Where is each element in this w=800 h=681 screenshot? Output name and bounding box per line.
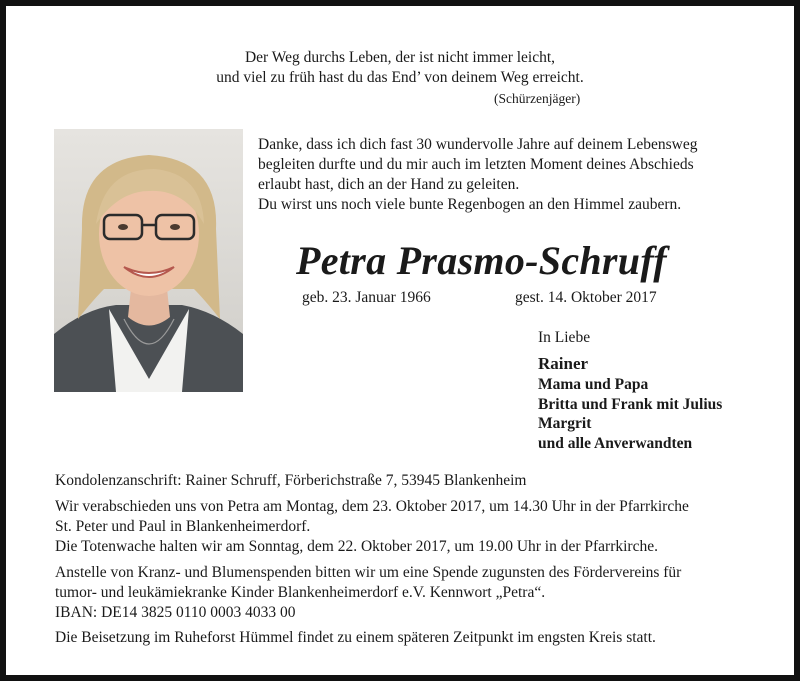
mourners-intro: In Liebe (538, 329, 591, 346)
portrait-photo (54, 129, 243, 392)
death-date: gest. 14. Oktober 2017 (515, 289, 657, 306)
mourner-name: Rainer (538, 354, 589, 373)
donation-line-1: Anstelle von Kranz- und Blumenspenden bitten wir um eine Spende zugunsten des Fördervereins für (55, 564, 682, 581)
quote-line-1: Der Weg durchs Leben, der ist nicht immer leicht, (244, 49, 556, 66)
donation-line-2: tumor- und leukämiekranke Kinder Blankenheimerdorf e.V. Kennwort „Petra“. (55, 584, 546, 601)
message-line-2: begleiten durfte und du mir auch im letzten Moment deines Abschieds (258, 156, 694, 173)
message-line-1: Danke, dass ich dich fast 30 wundervolle Jahre auf deinem Lebensweg (258, 136, 698, 153)
mourner-name: Mama und Papa (538, 376, 649, 393)
portrait-illustration (54, 129, 243, 392)
message-line-3: erlaubt hast, dich an der Hand zu geleiten. (258, 176, 520, 193)
deceased-name: Petra Prasmo-Schruff (296, 238, 667, 283)
farewell-line-1: Wir verabschieden uns von Petra am Montag, dem 23. Oktober 2017, um 14.30 Uhr in der Pfarrkirche (55, 498, 689, 515)
mourner-name: und alle Anverwandten (538, 435, 693, 452)
quote-line-2: und viel zu früh hast du das End’ von deinem Weg erreicht. (216, 69, 584, 86)
burial-info: Die Beisetzung im Ruheforst Hümmel findet zu einem späteren Zeitpunkt im engsten Kreis statt. (55, 629, 656, 646)
farewell-line-2: St. Peter und Paul in Blankenheimerdorf. (55, 518, 311, 535)
mourner-name: Margrit (538, 415, 592, 432)
condolence-address: Kondolenzanschrift: Rainer Schruff, Förberichstraße 7, 53945 Blankenheim (55, 472, 527, 489)
birth-date: geb. 23. Januar 1966 (302, 289, 431, 306)
mourner-name: Britta und Frank mit Julius (538, 396, 723, 413)
wake-info: Die Totenwache halten wir am Sonntag, dem 22. Oktober 2017, um 19.00 Uhr in der Pfarrkirche. (55, 538, 658, 555)
iban: IBAN: DE14 3825 0110 0003 4033 00 (55, 604, 296, 621)
message-line-4: Du wirst uns noch viele bunte Regenbogen an den Himmel zaubern. (258, 196, 682, 213)
quote-attribution: (Schürzenjäger) (494, 91, 581, 106)
